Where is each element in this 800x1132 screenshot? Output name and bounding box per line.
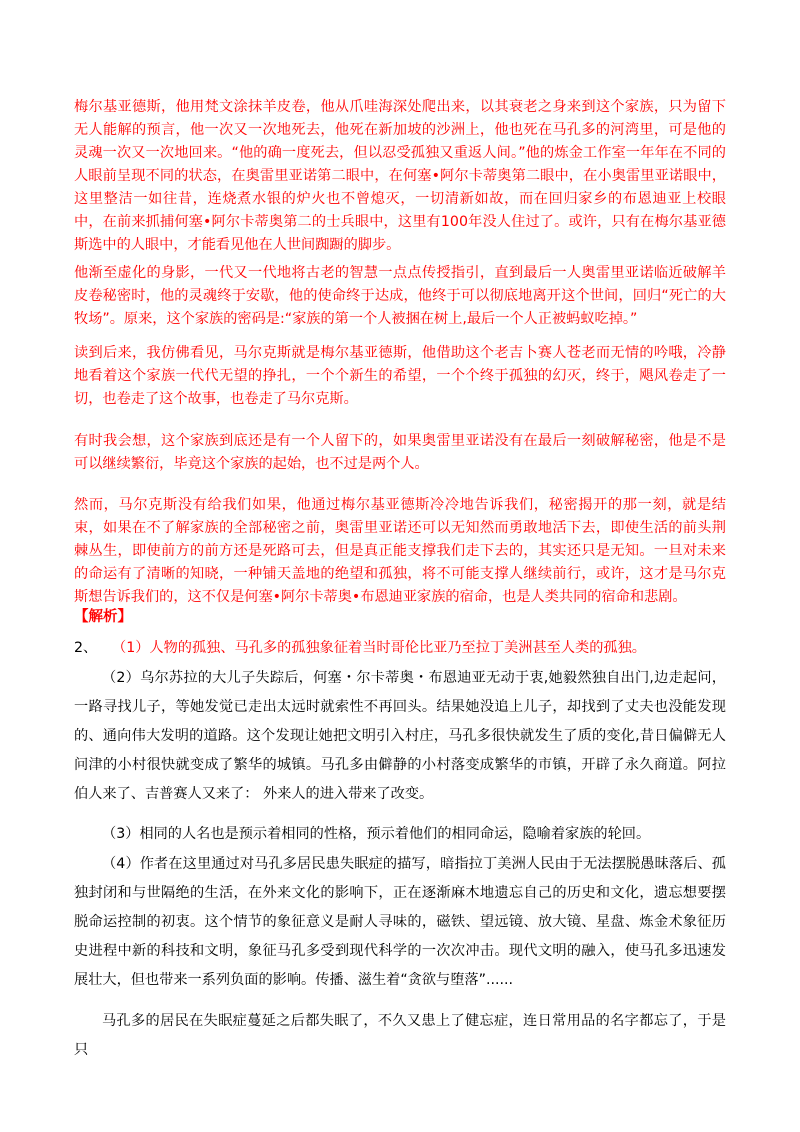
answer-item-1	[74, 634, 726, 663]
passage-paragraph-4: 有时我会想，这个家族到底还是有一个人留下的，如果奥雷里亚诺没有在最后一刻破解秘密，他是不是可以继续繁衍，毕竟这个家族的起始，也不过是两个人。	[74, 433, 726, 472]
passage-paragraph-1: 梅尔基亚德斯，他用梵文涂抹羊皮卷，他从爪哇海深处爬出来，以其衰老之身来到这个家族，只为留下无人能解的预言，他一次又一次地死去，他死在新加坡的沙洲上，他也死在马孔多的河湾里，可是他的灵魂一次又一次地回来。“他的确一度死去，但以忍受孤独又重返人间。”他的炼金工作室一年年在不同的人眼前呈现不同的状态，在奥雷里亚诺第二眼中，在何塞•阿尔卡蒂奥第二眼中，在小奥雷里亚诺眼中，这里整洁一如往昔，连烧煮水银的炉火也不曾熄灭，一切清新如故，而在回归家乡的布恩迪亚上校眼中，在前来抓捕何塞•阿尔卡蒂奥第二的士兵眼中，这里有100年没人住过了。或许，只有在梅尔基亚德斯选中的人眼中，才能看见他在人世间踟蹰的脚步。	[74, 99, 726, 253]
answer-text-1: （1）人物的孤独、马孔多的孤独象征着当时哥伦比亚乃至拉丁美洲甚至人类的孤独。	[112, 640, 646, 656]
passage-paragraph-5: 然而，马尔克斯没有给我们如果，他通过梅尔基亚德斯冷冷地告诉我们，秘密揭开的那一刻，就是结束，如果在不了解家族的全部秘密之前，奥雷里亚诺还可以无知然而勇敢地活下去，即使生活的前头荆棘丛生，即使前方的前方还是死路可去，但是真正能支撑我们走下去的，其实还只是无知。一旦对未来的命运有了清晰的知晓，一种铺天盖地的绝望和孤独，将不可能支撑人继续前行，或许，这才是马尔克斯想告诉我们的，这不仅是何塞•阿尔卡蒂奥•布恩迪亚家族的宿命，也是人类共同的宿命和悲剧。	[74, 497, 726, 605]
question-number: 2、	[74, 640, 98, 656]
analysis-heading: 【解析】	[74, 609, 132, 625]
passage-paragraph-2: 他渐至虚化的身影，一代又一代地将古老的智慧一点点传授指引，直到最后一人奥雷里亚诺临近破解羊皮卷秘密时，他的灵魂终于安歇，他的使命终于达成，他终于可以彻底地离开这个世间，回归“死亡的大牧场”。原来，这个家族的密码是:“家族的第一个人被捆在树上,最后一个人正被蚂蚁吃掉。”	[74, 265, 726, 327]
answer-item-5: 马孔多的居民在失眠症蔓延之后都失眠了，不久又患上了健忘症，连日常用品的名字都忘了，于是只	[74, 1013, 726, 1058]
answer-item-2: （2）乌尔苏拉的大儿子失踪后，何塞・尔卡蒂奥・布恩迪亚无动于衷,她毅然独自出门,边走起问，一路寻找儿子，等她发觉已走出太远时就索性不再回头。结果她没追上儿子，却找到了丈夫也没能发现的、通向伟大发明的道路。这个发现让她把文明引入村庄，马孔多很快就发生了质的变化,昔日偏僻无人问津的小村很快就变成了繁华的城镇。马孔多由僻静的小村落变成繁华的市镇，开辟了永久商道。阿拉伯人来了、吉普赛人又来了： 外来人的进入带来了改变。	[74, 670, 726, 802]
answer-item-4: （4）作者在这里通过对马孔多居民患失眠症的描写，暗指拉丁美洲人民由于无法摆脱愚昧落后、孤独封闭和与世隔绝的生活，在外来文化的影响下，正在逐渐麻木地遗忘自己的历史和文化，遗忘想要摆脱命运控制的初衷。这个情节的象征意义是耐人寻味的，磁铁、望远镜、放大镜、星盘、炼金术象征历史进程中新的科技和文明，象征马孔多受到现代科学的一次次冲击。现代文明的融入，使马孔多迅速发展壮大，但也带来一系列负面的影响。传播、滋生着“贪欲与堕落”......	[74, 856, 726, 988]
passage-paragraph-3: 读到后来，我仿佛看见，马尔克斯就是梅尔基亚德斯，他借助这个老吉卜赛人苍老而无情的吟哦，冷静地看着这个家族一代代无望的挣扎，一个个新生的希望，一个个终于孤独的幻灭，终于，飓风卷走了一切，也卷走了这个故事，也卷走了马尔克斯。	[74, 345, 726, 407]
answer-item-3: （3）相同的人名也是预示着相同的性格，预示着他们的相同命运，隐喻着家族的轮回。	[102, 826, 651, 842]
